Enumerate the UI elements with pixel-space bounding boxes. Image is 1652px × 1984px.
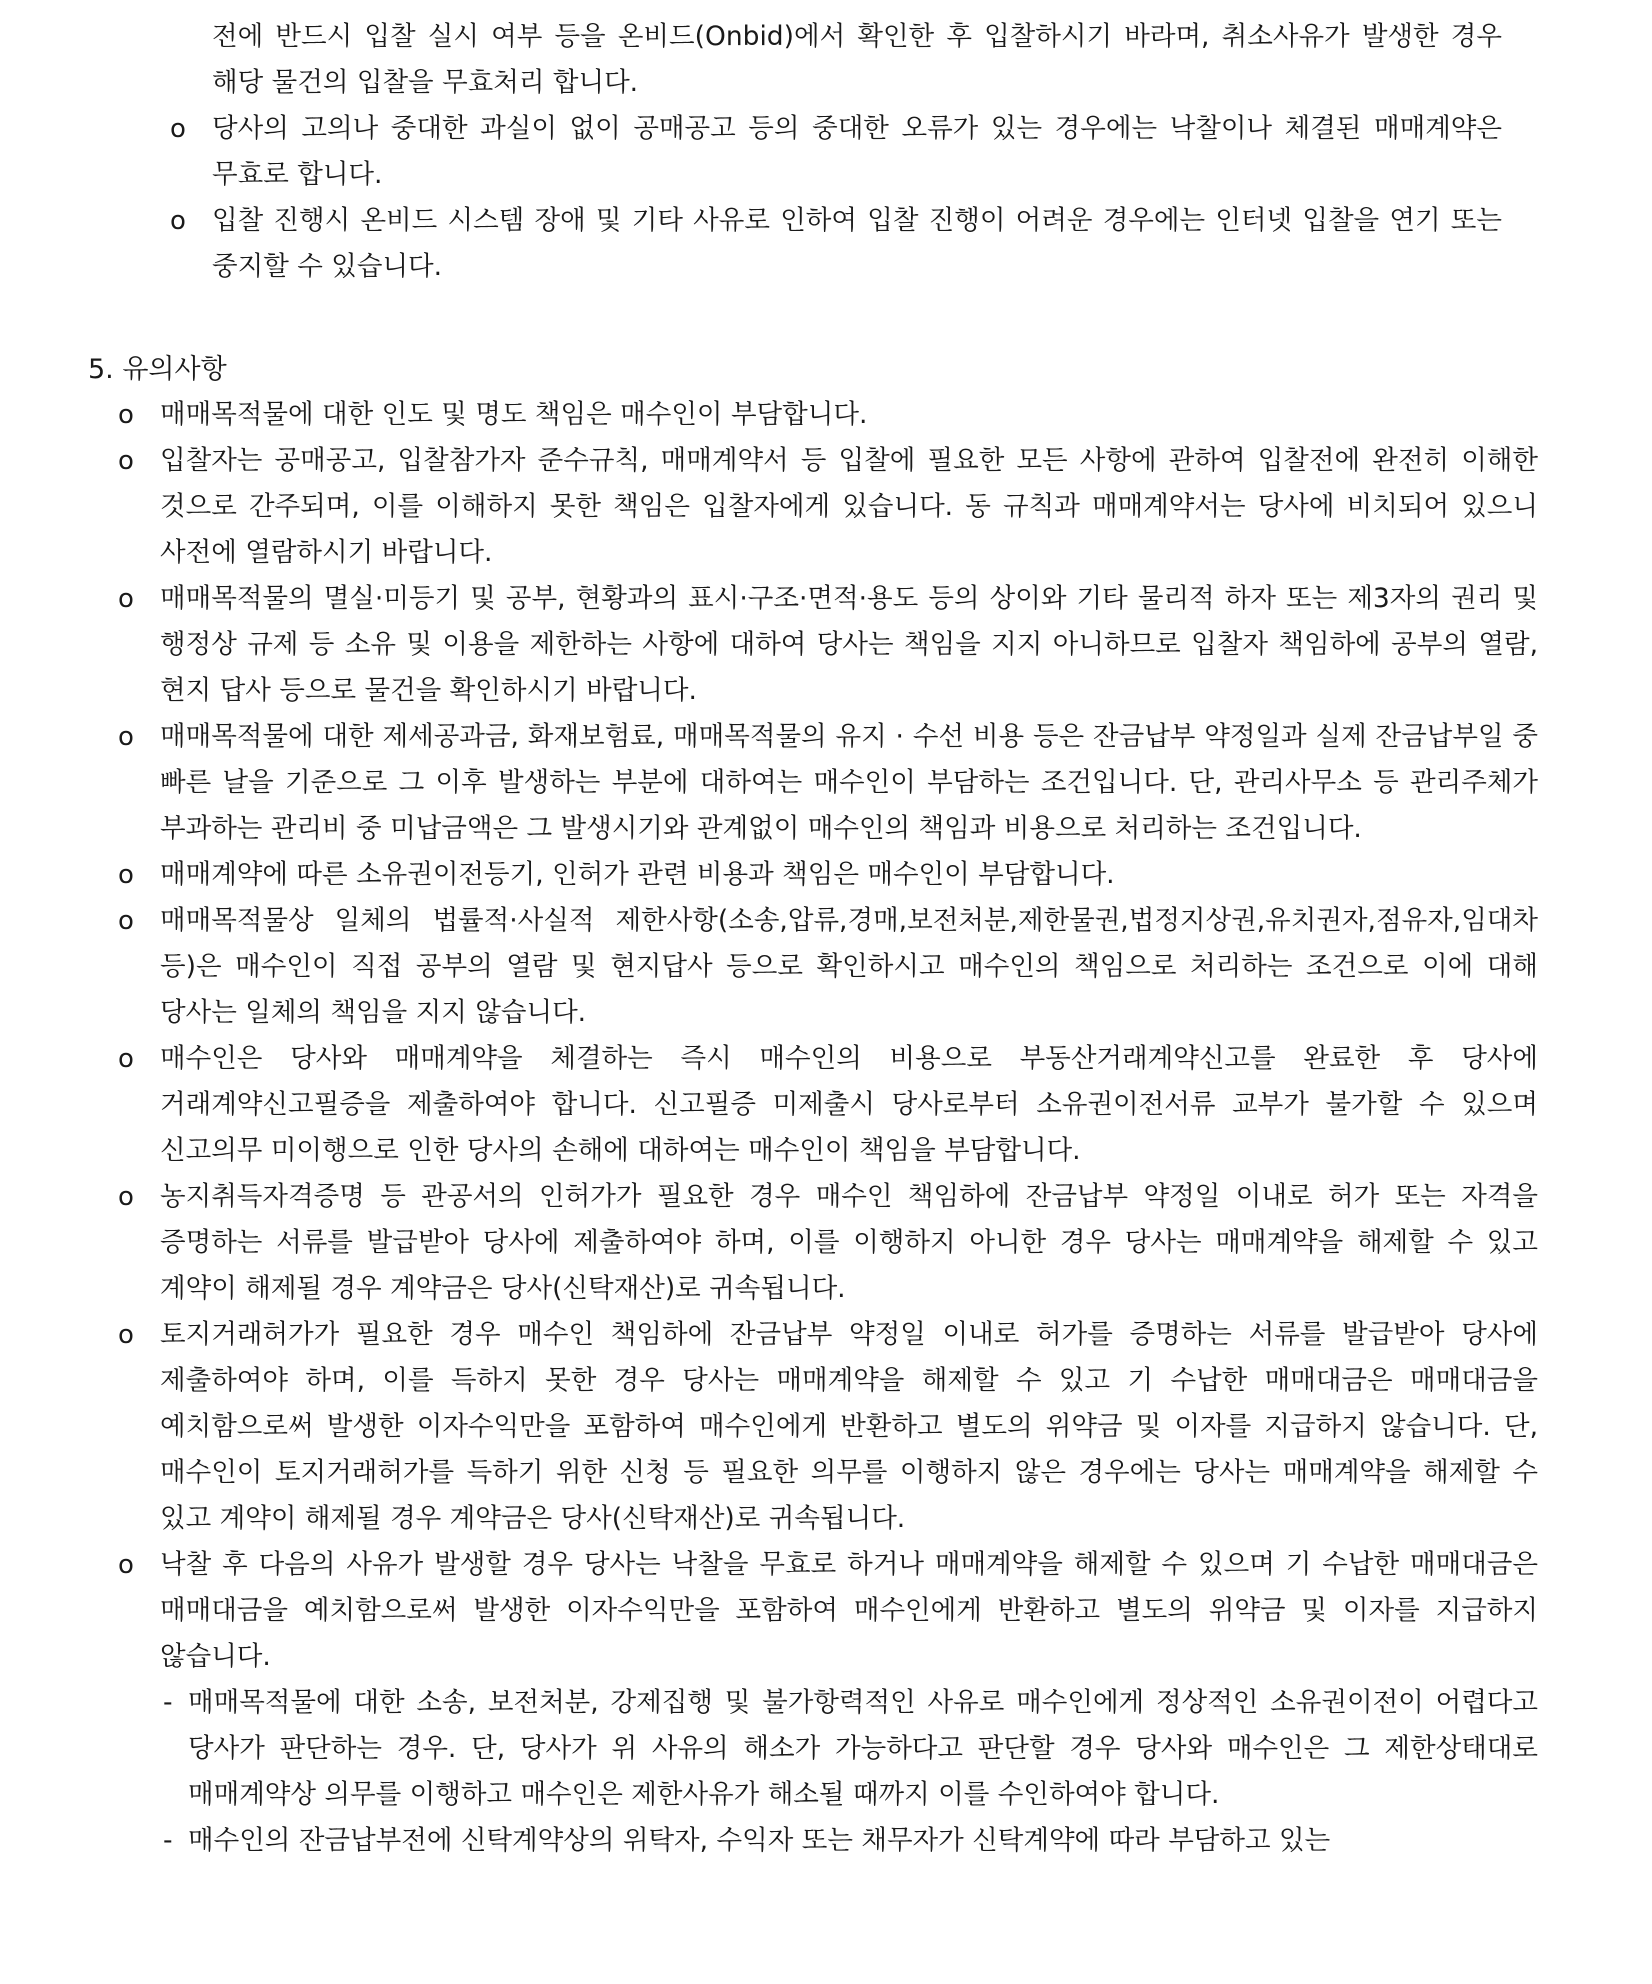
list-item-text: 매수인은 당사와 매매계약을 체결하는 즉시 매수인의 비용으로 부동산거래계약신고를 완료한 후 당사에 거래계약신고필증을 제출하여야 합니다. 신고필증 미제출시 당사로부터 소유권이전서류 교부가 불가할 수 있으며 신고의무 미이행으로 인한 당사의 손해에 대하여는 매수인이 책임을 부담합니다.	[160, 1043, 1538, 1166]
sub-list-item	[118, 1680, 1538, 1818]
list-item	[118, 1542, 1538, 1680]
bullet-icon: o	[118, 584, 134, 614]
bullet-icon: o	[118, 906, 134, 936]
list-item	[170, 106, 1502, 198]
list-item-text: 입찰자는 공매공고, 입찰참가자 준수규칙, 매매계약서 등 입찰에 필요한 모든 사항에 관하여 입찰전에 완전히 이해한 것으로 간주되며, 이를 이해하지 못한 책임은 입찰자에게 있습니다. 동 규칙과 매매계약서는 당사에 비치되어 있으니 사전에 열람하시기 바랍니다.	[160, 445, 1538, 568]
sub-list-item-text: 매매목적물에 대한 소송, 보전처분, 강제집행 및 불가항력적인 사유로 매수인에게 정상적인 소유권이전이 어렵다고 당사가 판단하는 경우. 단, 당사가 위 사유의 해소가 가능하다고 판단할 경우 당사와 매수인은 그 제한상태대로 매매계약상 의무를 이행하고 매수인은 제한사유가 해소될 때까지 이를 수인하여야 합니다.	[188, 1687, 1538, 1810]
bullet-icon: o	[118, 860, 134, 890]
list-item	[118, 852, 1538, 898]
notice-list	[118, 392, 1538, 1864]
bullet-icon: o	[118, 722, 134, 752]
list-item-text: 입찰 진행시 온비드 시스템 장애 및 기타 사유로 인하여 입찰 진행이 어려운 경우에는 인터넷 입찰을 연기 또는 중지할 수 있습니다.	[212, 205, 1502, 282]
list-item-text: 낙찰 후 다음의 사유가 발생할 경우 당사는 낙찰을 무효로 하거나 매매계약을 해제할 수 있으며 기 수납한 매매대금은 매매대금을 예치함으로써 발생한 이자수익만을 포함하여 매수인에게 반환하고 별도의 위약금 및 이자를 지급하지 않습니다.	[160, 1549, 1538, 1672]
list-item-text: 매매목적물에 대한 인도 및 명도 책임은 매수인이 부담합니다.	[160, 399, 868, 430]
section-heading: 5. 유의사항	[88, 354, 227, 385]
list-item-text: 매매목적물상 일체의 법률적·사실적 제한사항(소송,압류,경매,보전처분,제한물권,법정지상권,유치권자,점유자,임대차 등)은 매수인이 직접 공부의 열람 및 현지답사 등으로 확인하시고 매수인의 책임으로 처리하는 조건으로 이에 대해 당사는 일체의 책임을 지지 않습니다.	[160, 905, 1538, 1028]
list-item-text: 당사의 고의나 중대한 과실이 없이 공매공고 등의 중대한 오류가 있는 경우에는 낙찰이나 체결된 매매계약은 무효로 합니다.	[212, 113, 1502, 190]
list-item	[118, 1036, 1538, 1174]
bullet-icon: o	[118, 1320, 134, 1350]
list-item	[118, 714, 1538, 852]
dash-icon: -	[163, 1825, 173, 1856]
bullet-icon: o	[170, 206, 186, 236]
bullet-icon: o	[118, 446, 134, 476]
list-item-text: 매매계약에 따른 소유권이전등기, 인허가 관련 비용과 책임은 매수인이 부담합니다.	[160, 859, 1115, 890]
list-item-text: 매매목적물의 멸실·미등기 및 공부, 현황과의 표시·구조·면적·용도 등의 상이와 기타 물리적 하자 또는 제3자의 권리 및 행정상 규제 등 소유 및 이용을 제한하는 사항에 대하여 당사는 책임을 지지 아니하므로 입찰자 책임하에 공부의 열람, 현지 답사 등으로 물건을 확인하시기 바랍니다.	[160, 583, 1538, 706]
bullet-icon: o	[170, 114, 186, 144]
sub-list-item-text: 매수인의 잔금납부전에 신탁계약상의 위탁자, 수익자 또는 채무자가 신탁계약에 따라 부담하고 있는	[188, 1825, 1331, 1856]
continued-paragraph: 전에 반드시 입찰 실시 여부 등을 온비드(Onbid)에서 확인한 후 입찰하시기 바라며, 취소사유가 발생한 경우 해당 물건의 입찰을 무효처리 합니다.	[212, 21, 1502, 98]
sub-list-item	[118, 1818, 1538, 1864]
list-item	[118, 898, 1538, 1036]
dash-icon: -	[163, 1687, 173, 1718]
list-item-text: 농지취득자격증명 등 관공서의 인허가가 필요한 경우 매수인 책임하에 잔금납부 약정일 이내로 허가 또는 자격을 증명하는 서류를 발급받아 당사에 제출하여야 하며, 이를 이행하지 아니한 경우 당사는 매매계약을 해제할 수 있고 계약이 해제될 경우 계약금은 당사(신탁재산)로 귀속됩니다.	[160, 1181, 1538, 1304]
bullet-icon: o	[118, 1550, 134, 1580]
list-item	[118, 1312, 1538, 1542]
list-item	[170, 198, 1502, 290]
list-item	[118, 392, 1538, 438]
bullet-icon: o	[118, 1044, 134, 1074]
bullet-icon: o	[118, 1182, 134, 1212]
list-item-text: 매매목적물에 대한 제세공과금, 화재보험료, 매매목적물의 유지 · 수선 비용 등은 잔금납부 약정일과 실제 잔금납부일 중 빠른 날을 기준으로 그 이후 발생하는 부분에 대하여는 매수인이 부담하는 조건입니다. 단, 관리사무소 등 관리주체가 부과하는 관리비 중 미납금액은 그 발생시기와 관계없이 매수인의 책임과 비용으로 처리하는 조건입니다.	[160, 721, 1538, 844]
list-item	[118, 576, 1538, 714]
bullet-icon: o	[118, 400, 134, 430]
list-item	[118, 1174, 1538, 1312]
list-item	[118, 438, 1538, 576]
list-item-text: 토지거래허가가 필요한 경우 매수인 책임하에 잔금납부 약정일 이내로 허가를 증명하는 서류를 발급받아 당사에 제출하여야 하며, 이를 득하지 못한 경우 당사는 매매계약을 해제할 수 있고 기 수납한 매매대금은 매매대금을 예치함으로써 발생한 이자수익만을 포함하여 매수인에게 반환하고 별도의 위약금 및 이자를 지급하지 않습니다. 단, 매수인이 토지거래허가를 득하기 위한 신청 등 필요한 의무를 이행하지 않은 경우에는 당사는 매매계약을 해제할 수 있고 계약이 해제될 경우 계약금은 당사(신탁재산)로 귀속됩니다.	[160, 1319, 1538, 1534]
